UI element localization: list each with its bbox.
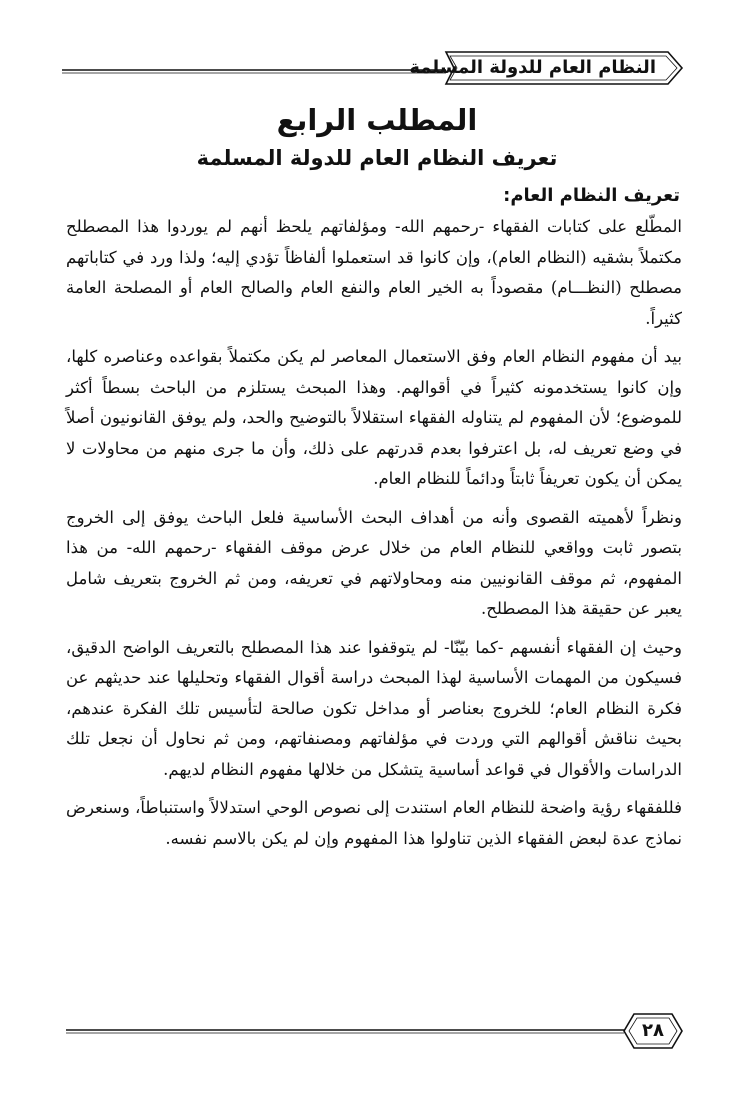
paragraph-5: فللفقهاء رؤية واضحة للنظام العام استندت إلى نصوص الوحي استدلالاً واستنباطاً، وسنعرض نماذج عدة لبعض الفقهاء الذين تناولوا هذا المفهوم وإن لم يكن بالاسم نفسه. <box>66 798 682 848</box>
footer-rule-ornament <box>66 1010 684 1052</box>
page-footer <box>66 1010 684 1052</box>
section-subtitle: تعريف النظام العام للدولة المسلمة <box>196 146 558 170</box>
paragraph-3: ونظراً لأهميته القصوى وأنه من أهداف البحث الأساسية فلعل الباحث يوفق إلى الخروج بتصور ثابت وواقعي للنظام العام من خلال عرض موقف الفقهاء -رحمهم الله- من هذا المفهوم، ثم موقف القانونيين منه ومحاولاتهم في تعريفه، ومن ثم الخروج بتعريف شامل يعبر عن حقيقة هذا المصطلح. <box>66 507 682 618</box>
body-text <box>66 212 682 862</box>
running-header-title: النظام العام للدولة المسلمة <box>409 57 656 78</box>
page-number: ٢٨ <box>642 1020 664 1041</box>
running-header <box>62 46 686 90</box>
section-title: المطلب الرابع <box>276 103 478 137</box>
paragraph-1: المطّلع على كتابات الفقهاء -رحمهم الله- ومؤلفاتهم يلحظ أنهم لم يوردوا هذا المصطلح مكتملاً بشقيه (النظام العام)، وإن كانوا قد استعملوا ألفاظاً تؤدي إليه؛ ولذا ورد في كتاباتهم مصطلح (النظـــام) مقصوداً به الخير العام والنفع العام والصالح العام أو المصلحة العامة كثيراً. <box>66 217 682 328</box>
sub-heading: تعريف النظام العام: <box>503 185 680 206</box>
paragraph-2: بيد أن مفهوم النظام العام وفق الاستعمال المعاصر لم يكن مكتملاً بقواعده وعناصره كلها، وإن كانوا يستخدمونه كثيراً في أقوالهم. وهذا المبحث يستلزم من الباحث بسطاً أكثر للموضوع؛ لأن المفهوم لم يتناوله الفقهاء استقلالاً بالتوضيح والحد، ولم يوفق القانونيون أصلاً في وضع تعريف له، بل اعترفوا بعدم قدرتهم على ذلك، وأن ما جرى منهم من محاولات لا يمكن أن يكون تعريفاً ثابتاً ودائماً للنظام العام. <box>66 347 682 488</box>
paragraph-4: وحيث إن الفقهاء أنفسهم -كما بيّنّا- لم يتوقفوا عند هذا المصطلح بالتعريف الواضح الدقيق، فسيكون من المهمات الأساسية لهذا المبحث دراسة أقوال الفقهاء وتحليلها عند حديثهم عن فكرة النظام العام؛ للخروج بعناصر أو مداخل تكون صالحة لتأسيس تلك الفكرة عندهم، بحيث نناقش أقوالهم التي وردت في مؤلفاتهم ومصنفاتهم، ومن ثم نحاول أن نجعل تلك الدراسات والأقوال في قواعد أساسية يتشكل من خلالها مفهوم النظام لديهم. <box>66 637 682 779</box>
